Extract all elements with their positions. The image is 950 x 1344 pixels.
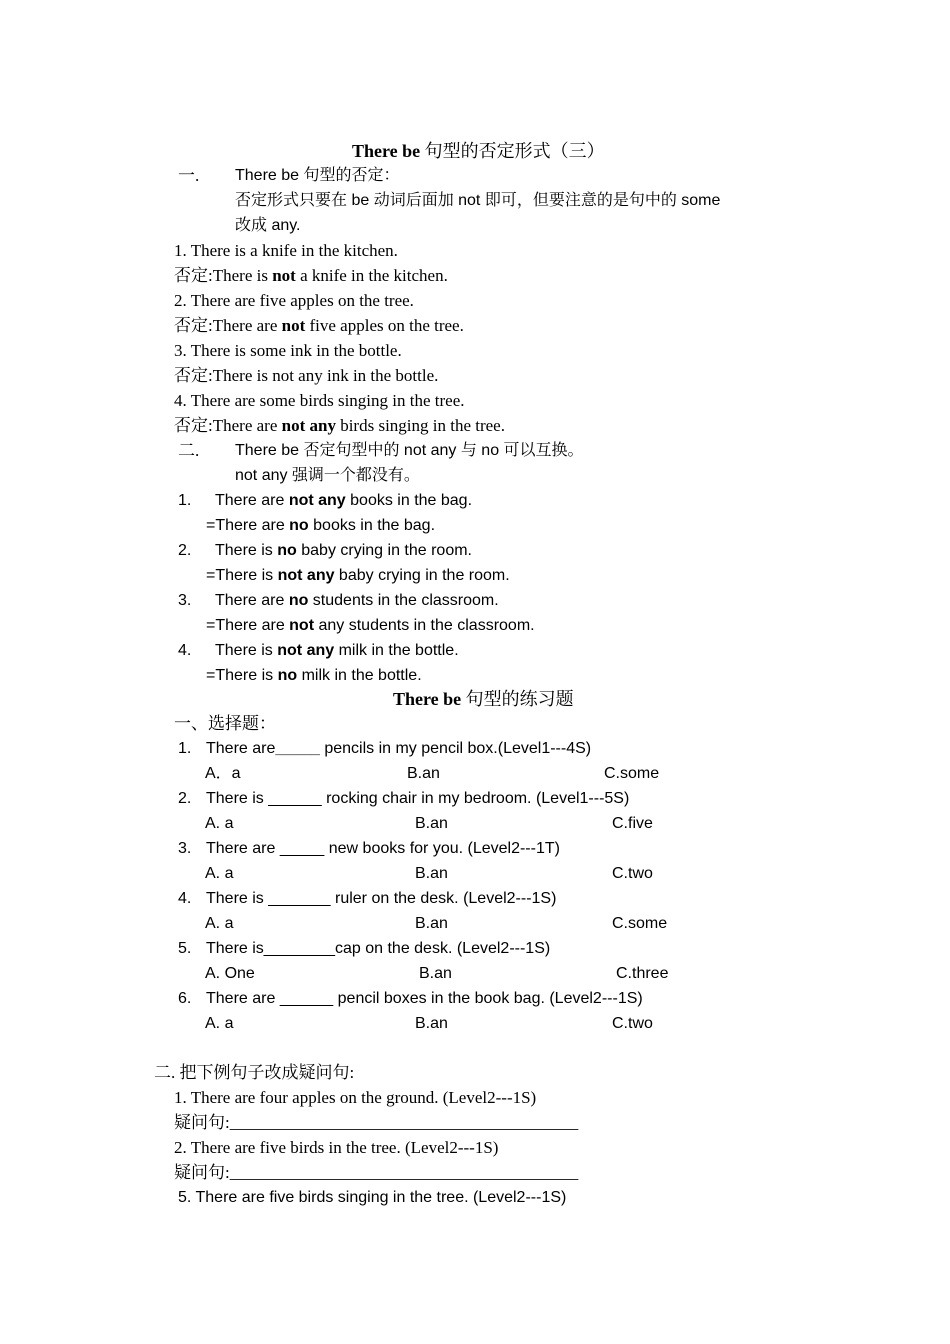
option-a: A. One	[205, 965, 255, 982]
text: 否定:There is	[174, 266, 273, 285]
question-number: 2.	[178, 790, 192, 807]
bold-text: no	[289, 517, 309, 534]
text: 否定:There are	[174, 416, 282, 435]
bold-text: not	[272, 266, 296, 285]
question-text	[206, 789, 629, 809]
section-heading: 一、选择题：	[174, 714, 276, 733]
bold-text: not any	[277, 642, 335, 659]
bold-text: no	[288, 592, 309, 609]
text: =There are	[206, 517, 290, 534]
option-a: A. a	[205, 915, 234, 932]
text: =There are	[206, 617, 290, 634]
example-sentence: 1. There is a knife in the kitchen.	[174, 241, 398, 260]
title-cn: 句型的否定形式（三）	[420, 141, 605, 161]
option-b: B.an	[415, 865, 448, 882]
bold-text: not any	[281, 416, 336, 435]
page-title	[352, 141, 605, 162]
negative-sentence	[174, 316, 464, 336]
section-note: not any 强调一个都没有。	[235, 467, 420, 484]
text: a knife in the kitchen.	[295, 266, 448, 285]
option-b: B.an	[419, 965, 452, 982]
question-number: 4.	[178, 890, 192, 907]
text: ruler on the desk. (Level2---1S)	[330, 890, 557, 907]
text: rocking chair in my bedroom. (Level1---5S)	[321, 790, 630, 807]
section-heading: There be 否定句型中的 not any 与 no 可以互换。	[235, 442, 584, 459]
text: =There is	[206, 667, 278, 684]
option-c: C.some	[612, 915, 668, 932]
text: There is	[206, 890, 269, 907]
bold-text: not any	[288, 492, 346, 509]
answer-blank: ______	[268, 790, 322, 807]
negative-sentence	[174, 416, 505, 436]
question-number: 3.	[178, 840, 192, 857]
bold-text: not	[289, 617, 315, 634]
option-c: C.five	[612, 815, 653, 832]
section-note: 否定形式只要在 be 动词后面加 not 即可，但要注意的是句中的 some	[235, 192, 721, 209]
pair-sentence	[215, 591, 499, 611]
example-sentence: 2. There are five apples on the tree.	[174, 291, 414, 310]
list-number: 3.	[178, 592, 192, 609]
option-b: B.an	[415, 1015, 448, 1032]
text: books in the bag.	[308, 517, 436, 534]
title-en: There be	[393, 689, 462, 709]
option-a: A. a	[205, 1015, 234, 1032]
answer-blank: _____	[275, 740, 320, 757]
question-text	[206, 939, 550, 959]
section-heading: There be 句型的否定：	[235, 167, 400, 184]
question-text	[206, 739, 591, 759]
text: pencil boxes in the book bag. (Level2---1S)	[333, 990, 643, 1007]
text: pencils in my pencil box.(Level1---4S)	[319, 740, 592, 757]
text: There is	[206, 940, 264, 957]
option-c: C.two	[612, 1015, 653, 1032]
question-text	[206, 989, 643, 1009]
pair-equivalent	[206, 516, 435, 536]
option-a: A．a	[205, 765, 241, 782]
answer-blank: _______	[268, 890, 331, 907]
text: 否定:There are	[174, 316, 282, 335]
list-number: 1.	[178, 492, 192, 509]
answer-line: 疑问句:_________________________________________	[174, 1113, 579, 1132]
pair-sentence	[215, 541, 472, 561]
option-a: A. a	[205, 815, 234, 832]
option-c: C.two	[612, 865, 653, 882]
exercise-title	[393, 689, 574, 710]
text: milk in the bottle.	[334, 642, 459, 659]
text: any students in the classroom.	[314, 617, 535, 634]
question-text	[206, 839, 560, 859]
pair-sentence	[215, 641, 459, 661]
answer-blank: ______	[279, 990, 334, 1007]
pair-equivalent	[206, 616, 535, 636]
text: There are	[206, 740, 276, 757]
answer-line: 疑问句:_________________________________________	[174, 1163, 579, 1182]
text: students in the classroom.	[308, 592, 499, 609]
pair-equivalent	[206, 566, 510, 586]
option-b: B.an	[415, 815, 448, 832]
pair-equivalent	[206, 666, 422, 686]
exercise-sentence: 2. There are five birds in the tree. (Level2---1S)	[174, 1138, 499, 1157]
text: There are	[215, 492, 289, 509]
answer-blank: _____	[279, 840, 325, 857]
pair-sentence	[215, 491, 472, 511]
section-number: 二.	[178, 441, 200, 460]
question-text	[206, 889, 556, 909]
option-b: B.an	[415, 915, 448, 932]
text: =There is	[206, 567, 278, 584]
answer-blank: ________	[263, 940, 335, 957]
exercise-sentence: 1. There are four apples on the ground. (Level2---1S)	[174, 1088, 537, 1107]
title-cn: 句型的练习题	[461, 689, 574, 709]
option-c: C.three	[616, 965, 669, 982]
question-number: 6.	[178, 990, 192, 1007]
question-number: 5.	[178, 940, 192, 957]
bold-text: no	[277, 542, 297, 559]
negative-sentence: 否定:There is not any ink in the bottle.	[174, 366, 439, 385]
option-a: A. a	[205, 865, 234, 882]
negative-sentence	[174, 266, 448, 286]
list-number: 2.	[178, 542, 192, 559]
example-sentence: 4. There are some birds singing in the tree.	[174, 391, 465, 410]
text: books in the bag.	[345, 492, 473, 509]
text: cap on the desk. (Level2---1S)	[334, 940, 551, 957]
text: There are	[206, 840, 280, 857]
bold-text: not any	[277, 567, 335, 584]
text: There is	[206, 790, 269, 807]
text: baby crying in the room.	[296, 542, 472, 559]
section-heading: 二. 把下例句子改成疑问句:	[154, 1063, 355, 1082]
exercise-sentence: 5. There are five birds singing in the tree. (Level2---1S)	[178, 1189, 567, 1206]
example-sentence: 3. There is some ink in the bottle.	[174, 341, 402, 360]
option-c: C.some	[604, 765, 660, 782]
text: There are	[215, 592, 289, 609]
bold-text: no	[277, 667, 298, 684]
text: birds singing in the tree.	[335, 416, 505, 435]
text: baby crying in the room.	[334, 567, 510, 584]
text: five apples on the tree.	[305, 316, 464, 335]
bold-text: not	[281, 316, 306, 335]
text: There are	[206, 990, 280, 1007]
text: new books for you. (Level2---1T)	[324, 840, 560, 857]
text: There is	[215, 542, 278, 559]
list-number: 4.	[178, 642, 192, 659]
section-note: 改成 any.	[235, 217, 301, 234]
section-number: 一.	[178, 166, 200, 185]
option-b: B.an	[407, 765, 440, 782]
text: milk in the bottle.	[297, 667, 422, 684]
title-en: There be	[352, 141, 421, 161]
text: There is	[215, 642, 278, 659]
question-number: 1.	[178, 740, 192, 757]
